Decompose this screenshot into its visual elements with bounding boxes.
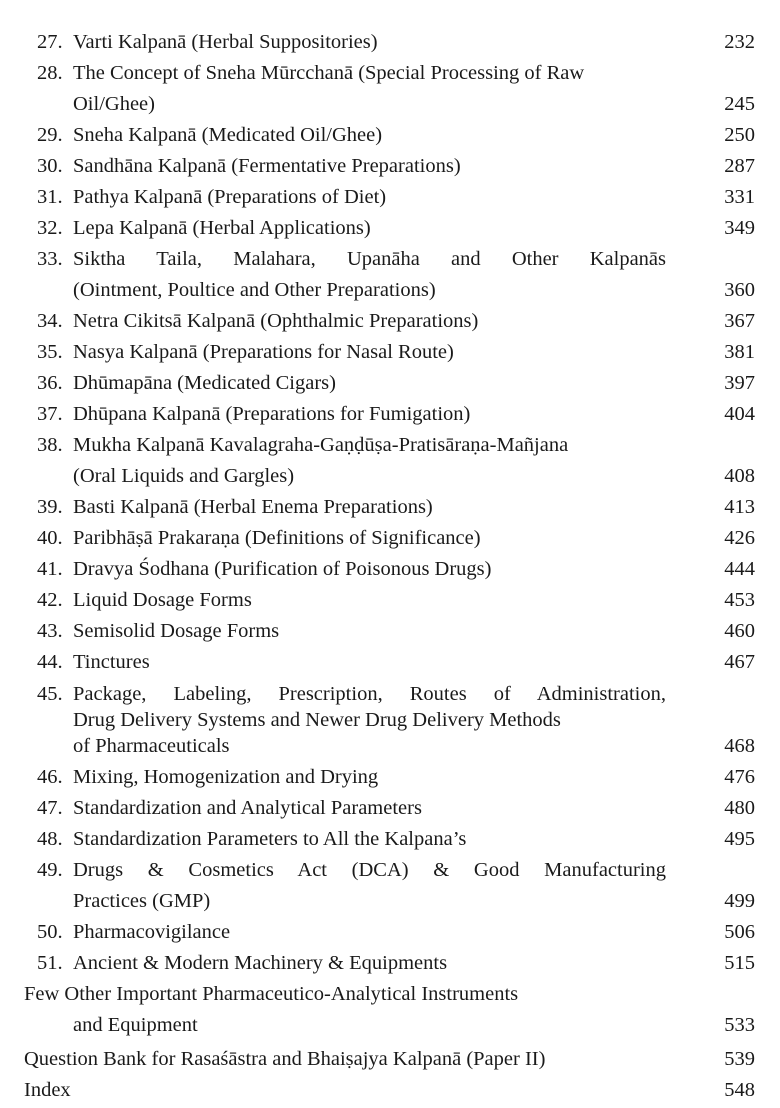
chapter-title: Pharmacovigilance	[73, 921, 231, 943]
chapter-number: 30.	[37, 155, 63, 177]
page-number: 495	[724, 828, 755, 850]
section-title: Index	[24, 1079, 71, 1101]
toc-entry-47[interactable]	[0, 793, 780, 824]
page-number: 453	[724, 589, 755, 611]
page-number: 506	[724, 921, 755, 943]
chapter-title: Package, Labeling, Prescription, Routes of Administration,	[73, 683, 666, 705]
chapter-title: Basti Kalpanā (Herbal Enema Preparations)	[73, 496, 433, 518]
chapter-number: 51.	[37, 952, 63, 974]
page-number: 367	[724, 310, 755, 332]
page-number: 468	[724, 735, 755, 757]
toc-entry-37[interactable]	[0, 399, 780, 430]
chapter-title-continued: (Oral Liquids and Gargles)	[73, 465, 295, 487]
page-number: 413	[724, 496, 755, 518]
page-number: 331	[724, 186, 755, 208]
page-number: 250	[724, 124, 755, 146]
chapter-title: Netra Cikitsā Kalpanā (Ophthalmic Preparations)	[73, 310, 479, 332]
chapter-title: The Concept of Sneha Mūrcchanā (Special Processing of Raw	[73, 62, 585, 84]
page-number: 404	[724, 403, 755, 425]
chapter-number: 48.	[37, 828, 63, 850]
chapter-number: 29.	[37, 124, 63, 146]
chapter-title-continued: of Pharmaceuticals	[73, 735, 230, 757]
chapter-number: 32.	[37, 217, 63, 239]
chapter-title: Mixing, Homogenization and Drying	[73, 766, 379, 788]
page-number: 476	[724, 766, 755, 788]
page-number: 499	[724, 890, 755, 912]
chapter-title: Sneha Kalpanā (Medicated Oil/Ghee)	[73, 124, 383, 146]
chapter-title: Dhūmapāna (Medicated Cigars)	[73, 372, 336, 394]
chapter-title-continued: Drug Delivery Systems and Newer Drug Delivery Methods	[73, 709, 561, 731]
chapter-number: 36.	[37, 372, 63, 394]
toc-entry-index[interactable]	[0, 1075, 780, 1106]
chapter-title: Ancient & Modern Machinery & Equipments	[73, 952, 448, 974]
toc-entry-41[interactable]	[0, 554, 780, 585]
page-number: 232	[724, 31, 755, 53]
chapter-title: Dhūpana Kalpanā (Preparations for Fumigation)	[73, 403, 471, 425]
toc-entry-46[interactable]	[0, 762, 780, 793]
toc-entry-31[interactable]	[0, 182, 780, 213]
chapter-title: Dravya Śodhana (Purification of Poisonous Drugs)	[73, 558, 492, 580]
page-number: 548	[724, 1079, 755, 1101]
page-number: 515	[724, 952, 755, 974]
toc-entry-42[interactable]	[0, 585, 780, 616]
chapter-title-continued: (Ointment, Poultice and Other Preparations)	[73, 279, 436, 301]
chapter-number: 45.	[37, 683, 63, 705]
toc-entry-39[interactable]	[0, 492, 780, 523]
toc-entry-49[interactable]	[0, 855, 780, 917]
toc-entry-44[interactable]	[0, 647, 780, 678]
toc-entry-50[interactable]	[0, 917, 780, 948]
toc-entry-43[interactable]	[0, 616, 780, 647]
chapter-number: 27.	[37, 31, 63, 53]
chapter-title: Standardization and Analytical Parameters	[73, 797, 422, 819]
chapter-title: Lepa Kalpanā (Herbal Applications)	[73, 217, 371, 239]
chapter-number: 41.	[37, 558, 63, 580]
toc-entry-45[interactable]	[0, 681, 780, 759]
page-number: 408	[724, 465, 755, 487]
toc-entry-48[interactable]	[0, 824, 780, 855]
toc-entry-32[interactable]	[0, 213, 780, 244]
chapter-number: 39.	[37, 496, 63, 518]
toc-entry-33[interactable]	[0, 244, 780, 306]
toc-entry-34[interactable]	[0, 306, 780, 337]
chapter-title: Standardization Parameters to All the Kalpana’s	[73, 828, 467, 850]
chapter-number: 37.	[37, 403, 63, 425]
page-number: 245	[724, 93, 755, 115]
section-title: Question Bank for Rasaśāstra and Bhaiṣajya Kalpanā (Paper II)	[24, 1048, 546, 1070]
chapter-title: Liquid Dosage Forms	[73, 589, 252, 611]
chapter-number: 42.	[37, 589, 63, 611]
toc-entry-51[interactable]	[0, 948, 780, 979]
chapter-number: 28.	[37, 62, 63, 84]
chapter-title: Mukha Kalpanā Kavalagraha-Gaṇḍūṣa-Pratisāraṇa-Mañjana	[73, 434, 569, 456]
section-title-continued: and Equipment	[73, 1014, 198, 1036]
toc-entry-40[interactable]	[0, 523, 780, 554]
chapter-title: Sandhāna Kalpanā (Fermentative Preparations)	[73, 155, 461, 177]
toc-entry-instruments[interactable]	[0, 979, 780, 1041]
chapter-title: Drugs & Cosmetics Act (DCA) & Good Manufacturing	[73, 859, 666, 881]
chapter-number: 34.	[37, 310, 63, 332]
page-number: 467	[724, 651, 755, 673]
chapter-number: 44.	[37, 651, 63, 673]
chapter-number: 46.	[37, 766, 63, 788]
chapter-title-continued: Practices (GMP)	[73, 890, 211, 912]
page-number: 381	[724, 341, 755, 363]
chapter-title-continued: Oil/Ghee)	[73, 93, 155, 115]
chapter-title: Nasya Kalpanā (Preparations for Nasal Route)	[73, 341, 454, 363]
chapter-number: 43.	[37, 620, 63, 642]
chapter-title: Paribhāṣā Prakaraṇa (Definitions of Significance)	[73, 527, 481, 549]
toc-entry-question-bank[interactable]	[0, 1044, 780, 1075]
chapter-number: 40.	[37, 527, 63, 549]
table-of-contents	[0, 27, 780, 1106]
chapter-number: 38.	[37, 434, 63, 456]
page-number: 349	[724, 217, 755, 239]
toc-entry-36[interactable]	[0, 368, 780, 399]
page-number: 480	[724, 797, 755, 819]
toc-entry-38[interactable]	[0, 430, 780, 492]
chapter-title: Semisolid Dosage Forms	[73, 620, 280, 642]
chapter-number: 50.	[37, 921, 63, 943]
page-number: 360	[724, 279, 755, 301]
page-number: 460	[724, 620, 755, 642]
toc-entry-27[interactable]	[0, 27, 780, 58]
chapter-number: 35.	[37, 341, 63, 363]
page-number: 533	[724, 1014, 755, 1036]
page-number: 287	[724, 155, 755, 177]
chapter-number: 33.	[37, 248, 63, 270]
page-number: 426	[724, 527, 755, 549]
chapter-number: 31.	[37, 186, 63, 208]
toc-entry-29[interactable]	[0, 120, 780, 151]
section-title: Few Other Important Pharmaceutico-Analytical Instruments	[24, 983, 519, 1005]
chapter-title: Tinctures	[73, 651, 150, 673]
chapter-title: Siktha Taila, Malahara, Upanāha and Other Kalpanās	[73, 248, 666, 270]
chapter-number: 49.	[37, 859, 63, 881]
chapter-title: Pathya Kalpanā (Preparations of Diet)	[73, 186, 387, 208]
chapter-number: 47.	[37, 797, 63, 819]
page-number: 444	[724, 558, 755, 580]
chapter-title: Varti Kalpanā (Herbal Suppositories)	[73, 31, 378, 53]
page-number: 539	[724, 1048, 755, 1070]
page-number: 397	[724, 372, 755, 394]
toc-entry-30[interactable]	[0, 151, 780, 182]
toc-entry-35[interactable]	[0, 337, 780, 368]
toc-entry-28[interactable]	[0, 58, 780, 120]
